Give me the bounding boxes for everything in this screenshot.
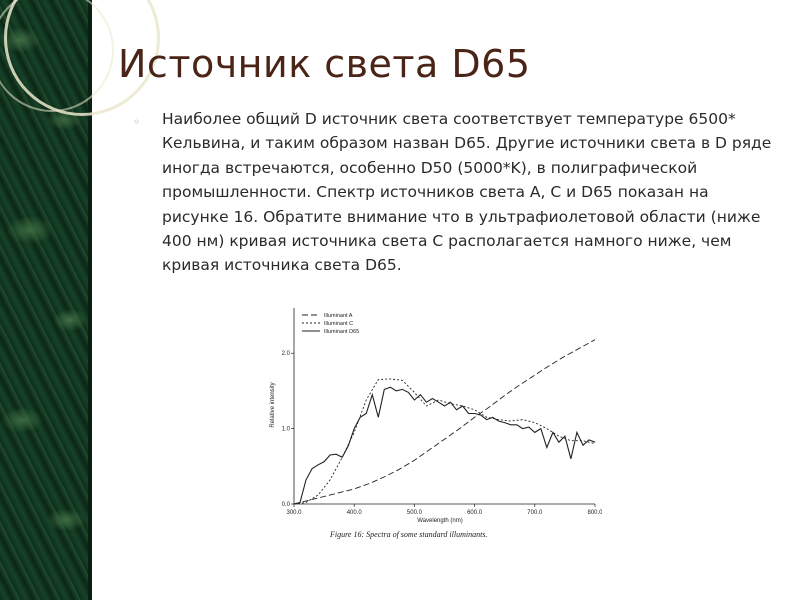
x-tick-label: 500.0 <box>406 510 422 516</box>
series-line-illuminant-d65 <box>294 387 595 504</box>
slide-title: Источник света D65 <box>118 42 531 86</box>
spectra-chart <box>262 300 602 545</box>
figure-caption: Figure 16: Spectra of some standard illuminants. <box>330 530 488 539</box>
legend-entry: Illuminant A <box>324 313 353 319</box>
chart-axes <box>282 308 602 516</box>
bullet-text: Наиболее общий D источник света соответствует температуре 6500* Кельвина, и таким образом назван D65. Другие источники света в D ряде иногда встречаются, особенно D50 (5000*K), в полиграфической промышленности. Спектр источников света A, C и D65 показан на рисунке 16. Обратите внимание что в ультрафиолетовой области (ниже 400 нм) кривая источника света C располагается намного ниже, чем кривая источника света D65. <box>162 110 772 275</box>
x-tick-label: 800.0 <box>587 510 602 516</box>
series-line-illuminant-a <box>294 340 595 504</box>
x-tick-label: 600.0 <box>467 510 483 516</box>
legend-entry: Illuminant C <box>324 321 354 327</box>
legend-entry: Illuminant D65 <box>324 329 360 335</box>
bullet-icon: ◦ <box>133 115 141 129</box>
chart-lines <box>294 340 595 504</box>
y-axis-label: Relative intensity <box>270 382 276 428</box>
x-axis-label: Wavelength (nm) <box>417 518 463 524</box>
y-tick-label: 1.0 <box>281 426 290 433</box>
y-tick-label: 2.0 <box>281 351 290 358</box>
x-tick-label: 400.0 <box>346 510 362 516</box>
series-line-illuminant-c <box>294 379 595 504</box>
chart-legend <box>302 313 359 335</box>
spectra-figure <box>262 300 602 545</box>
x-tick-label: 700.0 <box>527 510 543 516</box>
x-tick-label: 300.0 <box>286 510 302 516</box>
y-tick-label: 0.0 <box>281 502 290 508</box>
